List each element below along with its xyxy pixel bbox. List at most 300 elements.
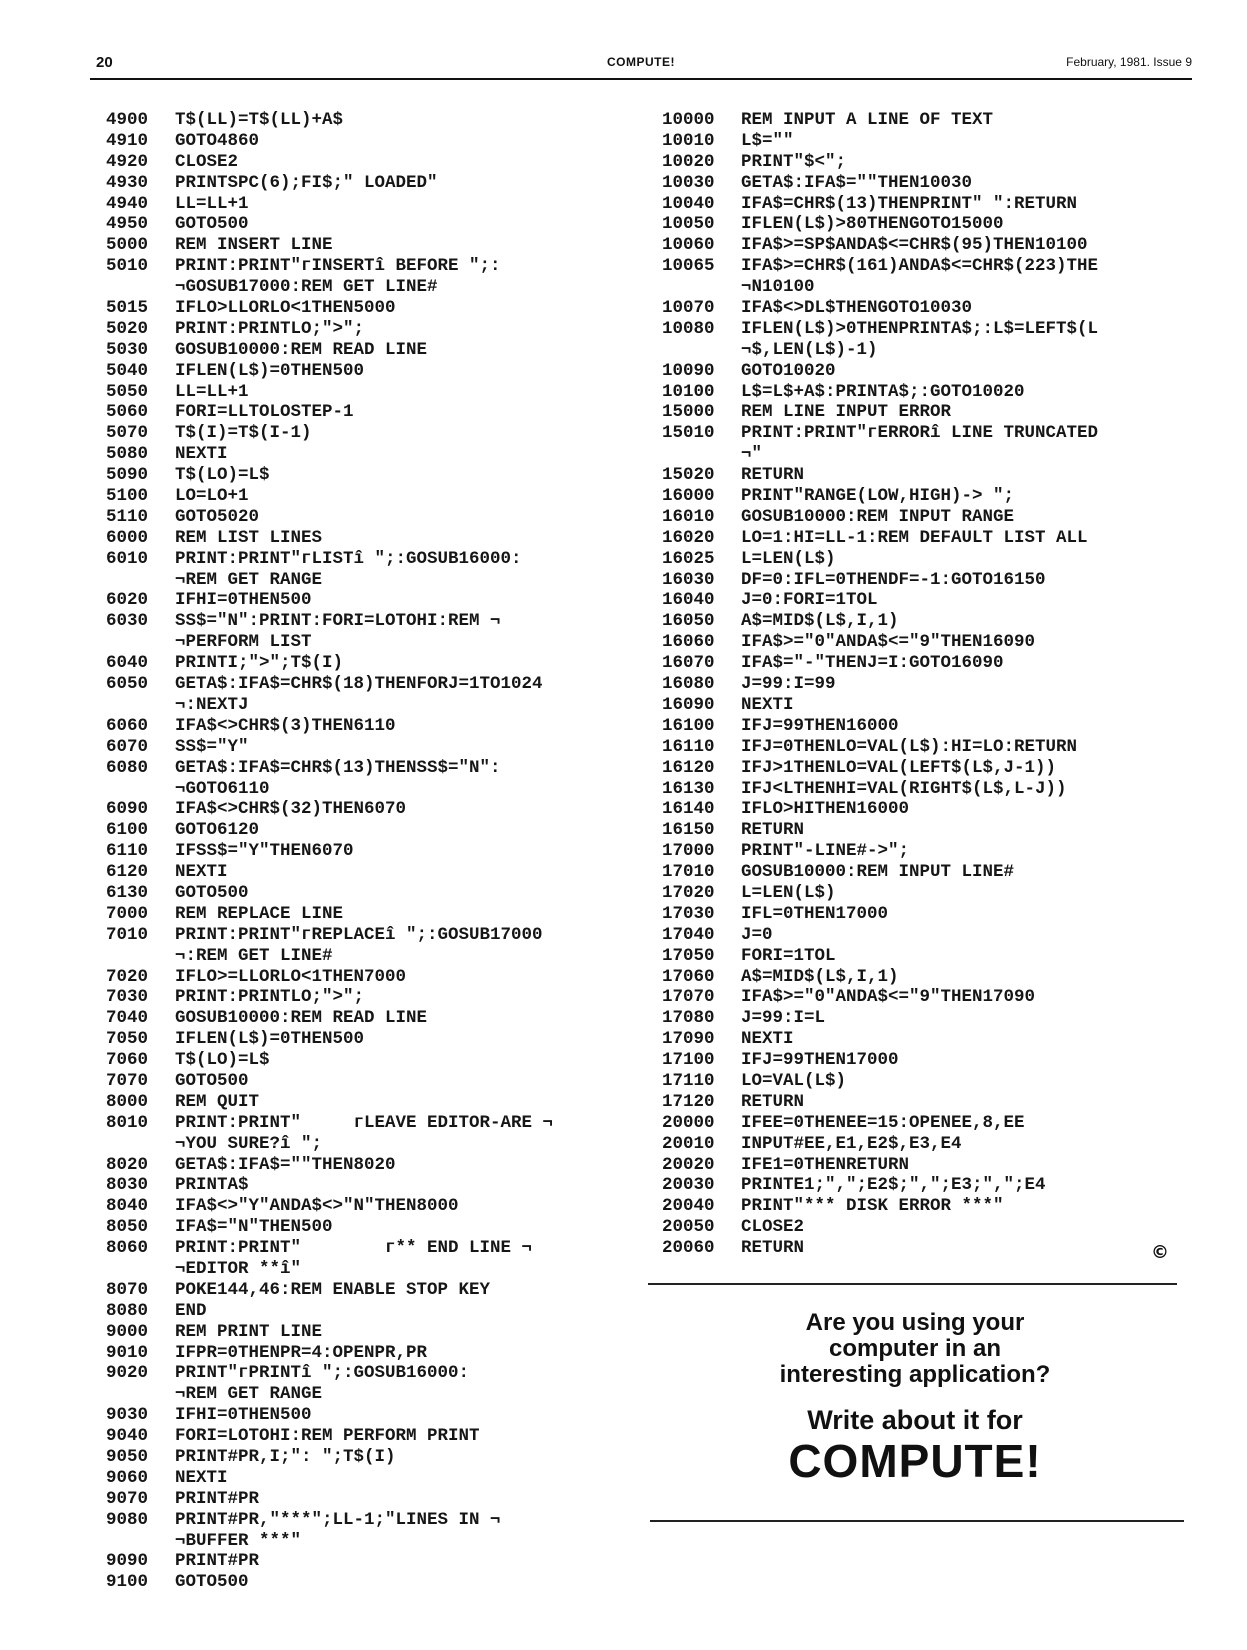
code-text: IFA$>=CHR$(161)ANDA$<=CHR$(223)THE	[741, 256, 1099, 277]
code-line	[106, 820, 626, 841]
code-line	[106, 131, 626, 152]
code-line	[106, 486, 626, 507]
line-number: 6130	[106, 882, 149, 903]
code-line	[662, 716, 1182, 737]
code-text: PRINT:PRINT" гLEAVE EDITOR-ARE ¬	[175, 1112, 554, 1133]
ad-question-line-3: interesting application?	[779, 1361, 1051, 1388]
line-number: 16010	[662, 506, 715, 527]
code-line	[106, 1468, 626, 1489]
code-line	[106, 528, 626, 549]
code-line	[662, 611, 1182, 632]
code-line	[106, 1426, 626, 1447]
code-text: NEXTI	[741, 694, 794, 715]
code-text: PRINTSPC(6);FI$;" LOADED"	[175, 172, 438, 193]
line-number: 4940	[106, 193, 149, 214]
line-number: 16020	[662, 527, 715, 548]
code-line	[106, 967, 626, 988]
code-line	[106, 298, 626, 319]
line-number: 6110	[106, 841, 149, 862]
code-text: GETA$:IFA$=""THEN10030	[741, 172, 973, 193]
code-text: J=0	[741, 924, 773, 945]
code-line	[662, 549, 1182, 570]
line-number: 8030	[106, 1175, 149, 1196]
line-number: 9040	[106, 1426, 149, 1447]
code-line	[106, 173, 626, 194]
line-number: 10080	[662, 318, 715, 339]
code-text: IFE1=0THENRETURN	[741, 1154, 910, 1175]
code-line	[662, 1050, 1182, 1071]
code-text: REM REPLACE LINE	[175, 903, 344, 924]
line-number: 8020	[106, 1154, 149, 1175]
line-number: 17040	[662, 924, 715, 945]
code-text: GOTO500	[175, 882, 249, 903]
code-text: PRINTE1;",";E2$;",";E3;",";E4	[741, 1175, 1046, 1196]
line-number: 9100	[106, 1572, 149, 1593]
line-number: 6050	[106, 674, 149, 695]
line-number: 20000	[662, 1112, 715, 1133]
line-number: 17010	[662, 862, 715, 883]
code-text: T$(I)=T$(I-1)	[175, 423, 312, 444]
code-text: GOTO500	[175, 1070, 249, 1091]
code-text: IFA$<>DL$THENGOTO10030	[741, 298, 973, 319]
line-number: 17020	[662, 882, 715, 903]
line-number: 16060	[662, 632, 715, 653]
code-line	[106, 611, 626, 632]
code-line	[106, 465, 626, 486]
line-number: 5080	[106, 444, 149, 465]
line-number: 20010	[662, 1133, 715, 1154]
line-number: 9000	[106, 1321, 149, 1342]
line-number: 7010	[106, 924, 149, 945]
code-text: PRINT:PRINT"гLISTî ";:GOSUB16000:	[175, 548, 522, 569]
line-number: 16080	[662, 674, 715, 695]
code-line	[106, 507, 626, 528]
line-number: 9020	[106, 1363, 149, 1384]
line-number: 9070	[106, 1488, 149, 1509]
line-number: 10090	[662, 360, 715, 381]
code-text: FORI=LOTOHI:REM PERFORM PRINT	[175, 1426, 480, 1447]
line-number: 16050	[662, 611, 715, 632]
line-number: 9010	[106, 1342, 149, 1363]
code-line	[662, 1113, 1182, 1134]
line-number: 8060	[106, 1238, 149, 1259]
code-text: IFLEN(L$)>80THENGOTO15000	[741, 214, 1004, 235]
line-number: 5070	[106, 423, 149, 444]
line-number: 7070	[106, 1070, 149, 1091]
code-line	[106, 1322, 626, 1343]
code-text: T$(LO)=L$	[175, 1050, 270, 1071]
line-number: 5020	[106, 318, 149, 339]
code-line	[662, 737, 1182, 758]
line-number: 16000	[662, 486, 715, 507]
code-text: L$=""	[741, 130, 794, 151]
code-line	[106, 214, 626, 235]
line-number: 5060	[106, 402, 149, 423]
code-text: LL=LL+1	[175, 381, 249, 402]
code-line	[662, 1008, 1182, 1029]
code-text: PRINT"*** DISK ERROR ***"	[741, 1196, 1004, 1217]
code-line	[106, 841, 626, 862]
line-number: 16140	[662, 799, 715, 820]
line-number: 16150	[662, 820, 715, 841]
code-text: IFL=0THEN17000	[741, 903, 889, 924]
code-text: CLOSE2	[175, 151, 239, 172]
code-text: J=99:I=L	[741, 1008, 826, 1029]
code-text: IFPR=0THENPR=4:OPENPR,PR	[175, 1342, 428, 1363]
line-number: 6030	[106, 611, 149, 632]
line-number: 16040	[662, 590, 715, 611]
code-text: GOTO4860	[175, 130, 260, 151]
code-line	[106, 423, 626, 444]
code-text: POKE144,46:REM ENABLE STOP KEY	[175, 1279, 491, 1300]
line-number: 6090	[106, 799, 149, 820]
code-line	[106, 1489, 626, 1510]
line-number: 17000	[662, 841, 715, 862]
code-line	[106, 361, 626, 382]
code-line	[106, 444, 626, 465]
line-number: 6020	[106, 590, 149, 611]
code-text: IFA$=CHR$(13)THENPRINT" ":RETURN	[741, 193, 1078, 214]
line-number: 5010	[106, 256, 149, 277]
code-line	[662, 967, 1182, 988]
code-text: PRINT:PRINT"гREPLACEî ";:GOSUB17000	[175, 924, 543, 945]
code-line	[662, 632, 1182, 653]
page-number: 20	[96, 54, 113, 71]
code-line	[662, 235, 1182, 256]
code-line	[106, 1175, 626, 1196]
code-line	[662, 173, 1182, 194]
code-line	[662, 528, 1182, 549]
line-number: 16070	[662, 653, 715, 674]
code-text: IFLEN(L$)=0THEN500	[175, 1029, 365, 1050]
line-number: 9030	[106, 1405, 149, 1426]
code-continuation: ¬BUFFER ***"	[175, 1530, 302, 1551]
line-number: 10010	[662, 130, 715, 151]
code-line	[662, 1092, 1182, 1113]
line-number: 7040	[106, 1008, 149, 1029]
code-line	[662, 152, 1182, 173]
program-listing-right-column	[662, 110, 1182, 1259]
code-text: L=LEN(L$)	[741, 882, 836, 903]
code-text: RETURN	[741, 1091, 805, 1112]
line-number: 5100	[106, 486, 149, 507]
code-continuation: ¬YOU SURE?î ";	[175, 1133, 323, 1154]
code-line	[106, 1363, 626, 1384]
code-line	[662, 319, 1182, 340]
line-number: 8040	[106, 1196, 149, 1217]
code-text: L=LEN(L$)	[741, 548, 836, 569]
code-continuation: ¬PERFORM LIST	[175, 632, 312, 653]
code-line	[662, 904, 1182, 925]
code-line	[106, 1343, 626, 1364]
code-line	[106, 904, 626, 925]
line-number: 6120	[106, 862, 149, 883]
code-text: LL=LL+1	[175, 193, 249, 214]
code-line	[662, 1196, 1182, 1217]
code-line	[106, 1238, 626, 1259]
code-line	[106, 862, 626, 883]
code-line	[662, 695, 1182, 716]
code-text: IFJ=99THEN17000	[741, 1050, 899, 1071]
magazine-title: COMPUTE!	[607, 55, 675, 69]
code-line	[106, 1050, 626, 1071]
line-number: 17060	[662, 966, 715, 987]
line-number: 9050	[106, 1447, 149, 1467]
ad-call-to-action: Write about it for	[807, 1405, 1023, 1435]
divider-top	[648, 1283, 1177, 1285]
line-number: 20030	[662, 1175, 715, 1196]
code-text: REM LINE INPUT ERROR	[741, 402, 952, 423]
line-number: 16130	[662, 778, 715, 799]
code-text: PRINT:PRINTLO;">";	[175, 318, 365, 339]
code-line	[662, 1071, 1182, 1092]
code-line	[662, 779, 1182, 800]
line-number: 6080	[106, 757, 149, 778]
code-text: IFA$="-"THENJ=I:GOTO16090	[741, 653, 1004, 674]
code-line	[662, 110, 1182, 131]
line-number: 4930	[106, 172, 149, 193]
code-line	[106, 319, 626, 340]
code-line	[662, 925, 1182, 946]
line-number: 10040	[662, 193, 715, 214]
code-text: INPUT#EE,E1,E2$,E3,E4	[741, 1133, 962, 1154]
line-number: 7050	[106, 1029, 149, 1050]
code-text: IFLEN(L$)=0THEN500	[175, 360, 365, 381]
code-text: GOTO5020	[175, 506, 260, 527]
code-text: IFJ>1THENLO=VAL(LEFT$(L$,J-1))	[741, 757, 1057, 778]
line-number: 5030	[106, 339, 149, 360]
code-line	[662, 1238, 1182, 1259]
code-text: IFHI=0THEN500	[175, 1405, 312, 1426]
code-line	[106, 1551, 626, 1572]
line-number: 8070	[106, 1279, 149, 1300]
code-text: PRINT:PRINT" г** END LINE ¬	[175, 1238, 533, 1259]
code-line	[662, 1155, 1182, 1176]
code-text: SS$="Y"	[175, 736, 249, 757]
line-number: 7030	[106, 987, 149, 1008]
line-number: 9090	[106, 1551, 149, 1572]
line-number: 6070	[106, 736, 149, 757]
code-text: PRINT:PRINT"гERRORî LINE TRUNCATED	[741, 423, 1099, 444]
line-number: 10060	[662, 235, 715, 256]
code-line	[662, 1134, 1182, 1155]
line-number: 10030	[662, 172, 715, 193]
code-line	[106, 1301, 626, 1322]
code-continuation: ¬GOSUB17000:REM GET LINE#	[175, 277, 438, 298]
code-text: FORI=1TOL	[741, 945, 836, 966]
code-line	[106, 382, 626, 403]
code-line	[662, 131, 1182, 152]
line-number: 20050	[662, 1217, 715, 1238]
code-line	[662, 423, 1182, 444]
line-number: 4950	[106, 214, 149, 235]
line-number: 16120	[662, 757, 715, 778]
code-line	[106, 883, 626, 904]
line-number: 10050	[662, 214, 715, 235]
code-text: PRINT"$<";	[741, 151, 847, 172]
code-text: A$=MID$(L$,I,1)	[741, 611, 899, 632]
code-text: J=99:I=99	[741, 674, 836, 695]
line-number: 16100	[662, 715, 715, 736]
line-number: 17120	[662, 1091, 715, 1112]
code-text: PRINT:PRINTLO;">";	[175, 987, 365, 1008]
code-line	[662, 465, 1182, 486]
end-mark-icon: ©	[1151, 1242, 1169, 1263]
code-line	[662, 987, 1182, 1008]
line-number: 17050	[662, 945, 715, 966]
line-number: 5050	[106, 381, 149, 402]
line-number: 4910	[106, 130, 149, 151]
line-number: 7000	[106, 903, 149, 924]
line-number: 8000	[106, 1091, 149, 1112]
code-text: IFA$<>CHR$(32)THEN6070	[175, 799, 407, 820]
code-continuation: ¬REM GET RANGE	[175, 1384, 323, 1405]
code-text: GOSUB10000:REM INPUT LINE#	[741, 862, 1015, 883]
code-line	[662, 570, 1182, 591]
code-line	[662, 1029, 1182, 1050]
code-line	[106, 1510, 626, 1531]
code-text: REM INPUT A LINE OF TEXT	[741, 110, 994, 130]
code-text: SS$="N":PRINT:FORI=LOTOHI:REM ¬	[175, 611, 501, 632]
code-text: IFJ<LTHENHI=VAL(RIGHT$(L$,L-J))	[741, 778, 1067, 799]
code-text: IFHI=0THEN500	[175, 590, 312, 611]
line-number: 16025	[662, 548, 715, 569]
code-line	[106, 152, 626, 173]
code-text: GOSUB10000:REM READ LINE	[175, 1008, 428, 1029]
code-text: GOTO10020	[741, 360, 836, 381]
code-text: PRINT#PR	[175, 1551, 260, 1572]
line-number: 4900	[106, 110, 149, 130]
line-number: 16030	[662, 569, 715, 590]
line-number: 8010	[106, 1112, 149, 1133]
code-text: J=0:FORI=1TOL	[741, 590, 878, 611]
code-continuation: ¬:NEXTJ	[175, 694, 249, 715]
code-text: PRINT#PR	[175, 1488, 260, 1509]
code-line	[662, 486, 1182, 507]
code-text: DF=0:IFL=0THENDF=-1:GOTO16150	[741, 569, 1046, 590]
code-text: IFSS$="Y"THEN6070	[175, 841, 354, 862]
code-line	[106, 1572, 626, 1593]
code-line	[106, 799, 626, 820]
line-number: 5110	[106, 506, 149, 527]
line-number: 15010	[662, 423, 715, 444]
divider-bottom	[650, 1520, 1184, 1522]
code-text: NEXTI	[741, 1029, 794, 1050]
program-listing-left-column	[106, 110, 626, 1593]
code-line	[662, 674, 1182, 695]
line-number: 20060	[662, 1238, 715, 1259]
code-text: GETA$:IFA$=""THEN8020	[175, 1154, 396, 1175]
code-line	[106, 549, 626, 570]
code-line	[662, 841, 1182, 862]
line-number: 6100	[106, 820, 149, 841]
line-number: 6060	[106, 715, 149, 736]
code-line	[662, 298, 1182, 319]
code-continuation: ¬"	[741, 444, 763, 465]
code-text: IFJ=99THEN16000	[741, 715, 899, 736]
code-line	[106, 1071, 626, 1092]
line-number: 17080	[662, 1008, 715, 1029]
code-line	[662, 361, 1182, 382]
line-number: 4920	[106, 151, 149, 172]
code-line	[662, 883, 1182, 904]
code-text: IFA$<>CHR$(3)THEN6110	[175, 715, 396, 736]
code-text: A$=MID$(L$,I,1)	[741, 966, 899, 987]
code-text: IFLO>=LLORLO<1THEN7000	[175, 966, 407, 987]
code-text: IFLO>HITHEN16000	[741, 799, 910, 820]
code-line	[662, 507, 1182, 528]
code-line	[106, 1405, 626, 1426]
line-number: 20040	[662, 1196, 715, 1217]
code-text: PRINT"-LINE#->";	[741, 841, 910, 862]
code-line	[106, 1008, 626, 1029]
code-text: REM QUIT	[175, 1091, 260, 1112]
line-number: 16110	[662, 736, 715, 757]
code-line	[662, 194, 1182, 215]
code-line	[106, 716, 626, 737]
code-text: LO=VAL(L$)	[741, 1070, 847, 1091]
code-line	[106, 256, 626, 277]
code-text: RETURN	[741, 1238, 805, 1259]
code-line	[662, 1175, 1182, 1196]
code-line	[106, 194, 626, 215]
code-continuation: ¬EDITOR **î"	[175, 1258, 302, 1279]
code-line	[106, 1155, 626, 1176]
code-line	[662, 382, 1182, 403]
code-text: IFA$<>"Y"ANDA$<>"N"THEN8000	[175, 1196, 459, 1217]
line-number: 5090	[106, 465, 149, 486]
code-text: LO=LO+1	[175, 486, 249, 507]
line-number: 20020	[662, 1154, 715, 1175]
code-text: PRINT#PR,"***";LL-1;"LINES IN ¬	[175, 1509, 501, 1530]
code-line	[106, 758, 626, 779]
line-number: 9080	[106, 1509, 149, 1530]
code-line	[662, 590, 1182, 611]
code-text: GOSUB10000:REM READ LINE	[175, 339, 428, 360]
line-number: 8050	[106, 1217, 149, 1238]
code-text: L$=L$+A$:PRINTA$;:GOTO10020	[741, 381, 1025, 402]
code-text: PRINT:PRINT"гINSERTî BEFORE ";:	[175, 256, 501, 277]
line-number: 9060	[106, 1467, 149, 1488]
code-text: GOTO500	[175, 214, 249, 235]
code-line	[106, 987, 626, 1008]
line-number: 16090	[662, 694, 715, 715]
code-line	[662, 946, 1182, 967]
line-number: 17100	[662, 1050, 715, 1071]
code-line	[106, 340, 626, 361]
code-line	[106, 737, 626, 758]
code-line	[106, 1217, 626, 1238]
code-line	[106, 925, 626, 946]
code-line	[662, 653, 1182, 674]
code-line	[106, 590, 626, 611]
code-text: IFA$="N"THEN500	[175, 1217, 333, 1238]
line-number: 15000	[662, 402, 715, 423]
code-text: IFLEN(L$)>0THENPRINTA$;:L$=LEFT$(L	[741, 318, 1099, 339]
line-number: 6000	[106, 527, 149, 548]
code-line	[106, 653, 626, 674]
code-text: PRINTA$	[175, 1175, 249, 1196]
code-line	[106, 1447, 626, 1468]
line-number: 6010	[106, 548, 149, 569]
line-number: 5015	[106, 298, 149, 319]
code-text: PRINTI;">";T$(I)	[175, 653, 344, 674]
code-continuation: ¬REM GET RANGE	[175, 569, 323, 590]
code-text: GOTO6120	[175, 820, 260, 841]
code-text: LO=1:HI=LL-1:REM DEFAULT LIST ALL	[741, 527, 1088, 548]
line-number: 17070	[662, 987, 715, 1008]
line-number: 8080	[106, 1300, 149, 1321]
